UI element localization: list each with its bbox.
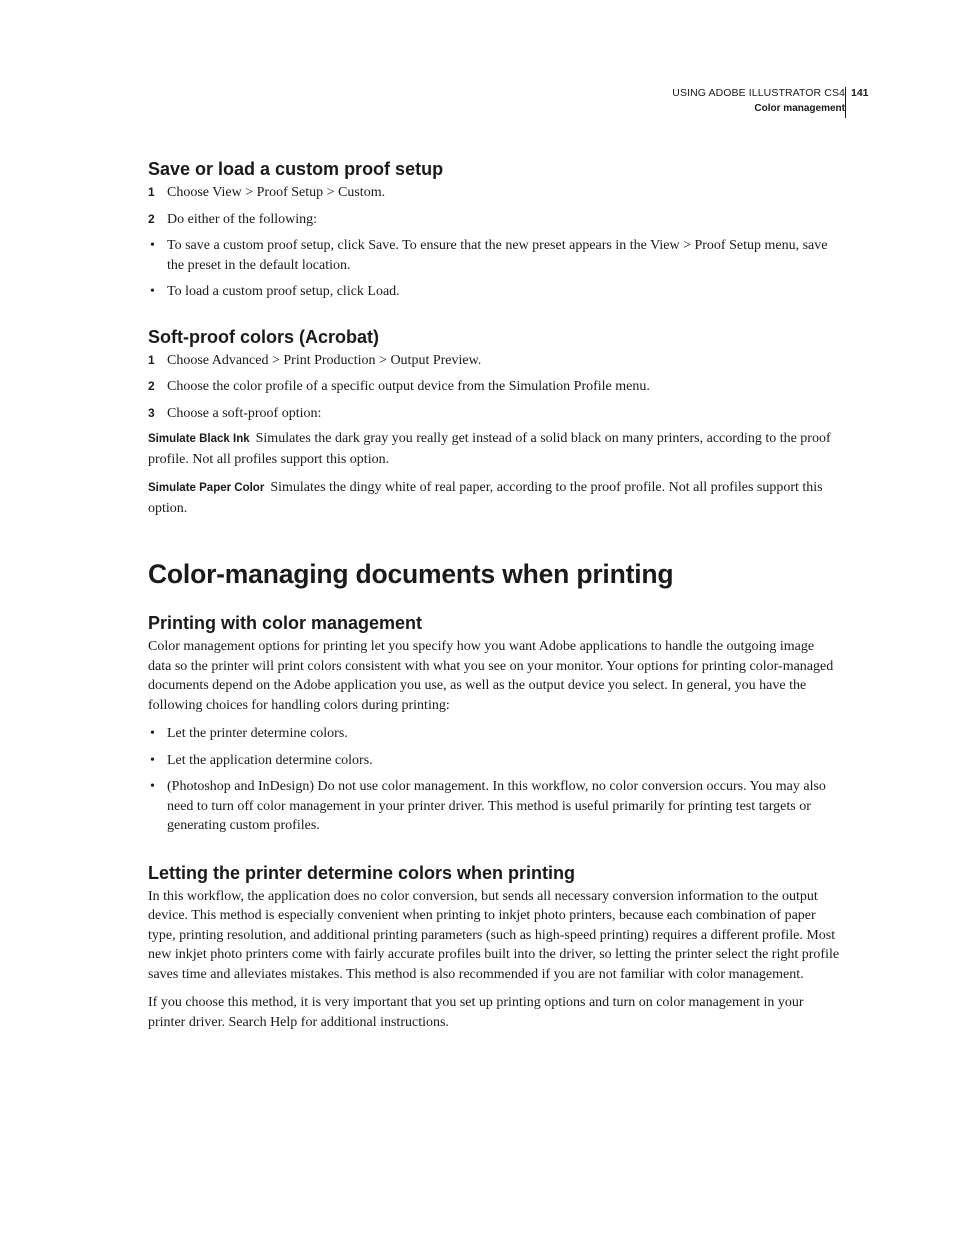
bullet-text: Let the application determine colors. [167,752,373,768]
step-item [148,377,840,397]
option-simulate-black-ink [148,429,840,469]
step-text: Do either of the following: [167,211,318,227]
step-text: Choose the color profile of a specific output device from the Simulation Profile menu. [167,379,650,394]
step-number: 3 [148,405,155,420]
step-text: Choose View > Proof Setup > Custom. [167,185,386,200]
list-item [148,724,840,744]
body-paragraph: In this workflow, the application does no color conversion, but sends all necessary conversion information to the output device. This method is especially convenient when printing to inkjet photo printers, because each combination of paper type, printing resolution, and additional printing parameters (such as high-speed printing) requires a different profile. Most new inkjet photo printers come with fairly accurate profiles built into the driver, so letting the printer select the right profile saves time and alleviates mistakes. This method is also recommended if you are not familiar with color management. [148,888,840,982]
option-term: Simulate Black Ink [148,433,250,445]
heading-printer-determine: Letting the printer determine colors when printing [148,862,576,883]
list-item [148,282,840,302]
page-number: 141 [851,87,869,99]
step-number: 1 [148,352,155,367]
step-text: Choose Advanced > Print Production > Output Preview. [167,352,482,368]
step-number: 2 [148,211,155,226]
bullet-marker: • [150,284,155,299]
list-item [148,236,840,275]
bullet-marker: • [150,779,155,794]
chapter-heading: Color-managing documents when printing [148,559,674,589]
intro-paragraph: Color management options for printing let you specify how you want Adobe applications to handle the outgoing image data so the printer will print colors consistent with what you see on your monitor. Your options for printing color-managed documents depend on the Adobe application you use, as well as the output device you select. In general, you have the following choices for handling colors during printing: [148,639,834,713]
body-paragraph: If you choose this method, it is very important that you set up printing options and turn on color management in your printer driver. Search Help for additional instructions. [148,995,804,1030]
bullet-text: Let the printer determine colors. [167,726,348,741]
option-term: Simulate Paper Color [148,482,265,494]
book-title: USING ADOBE ILLUSTRATOR CS4 [672,87,845,99]
step-item [148,183,840,203]
step-item [148,210,840,230]
section-title: Color management [754,103,845,114]
option-description: Simulates the dingy white of real paper, according to the proof profile. Not all profiles support this option. [148,480,823,516]
heading-printing-color-management: Printing with color management [148,613,423,633]
list-item [148,751,840,771]
step-number: 1 [148,185,155,199]
running-header [672,86,845,116]
bullet-text: To save a custom proof setup, click Save. To ensure that the new preset appears in the View > Proof Setup menu, save the preset in the default location. [167,238,828,273]
bullet-marker: • [150,238,155,253]
option-simulate-paper-color [148,478,840,518]
step-item [148,351,840,371]
step-item [148,404,840,424]
bullet-text: To load a custom proof setup, click Load. [167,284,400,299]
heading-save-load: Save or load a custom proof setup [148,159,444,179]
bullet-marker: • [150,752,155,768]
heading-soft-proof: Soft-proof colors (Acrobat) [148,326,379,347]
bullet-marker: • [150,726,155,741]
step-text: Choose a soft-proof option: [167,405,322,421]
option-description: Simulates the dark gray you really get instead of a solid black on many printers, according to the proof profile. Not all profiles support this option. [148,431,831,467]
header-divider [845,87,846,118]
step-number: 2 [148,379,155,393]
page-body [148,157,840,1032]
list-item [148,777,840,836]
bullet-text: (Photoshop and InDesign) Do not use color management. In this workflow, no color conversion occurs. You may also need to turn off color management in your printer driver. This method is useful primarily for printing test targets or generating custom profiles. [167,779,826,833]
